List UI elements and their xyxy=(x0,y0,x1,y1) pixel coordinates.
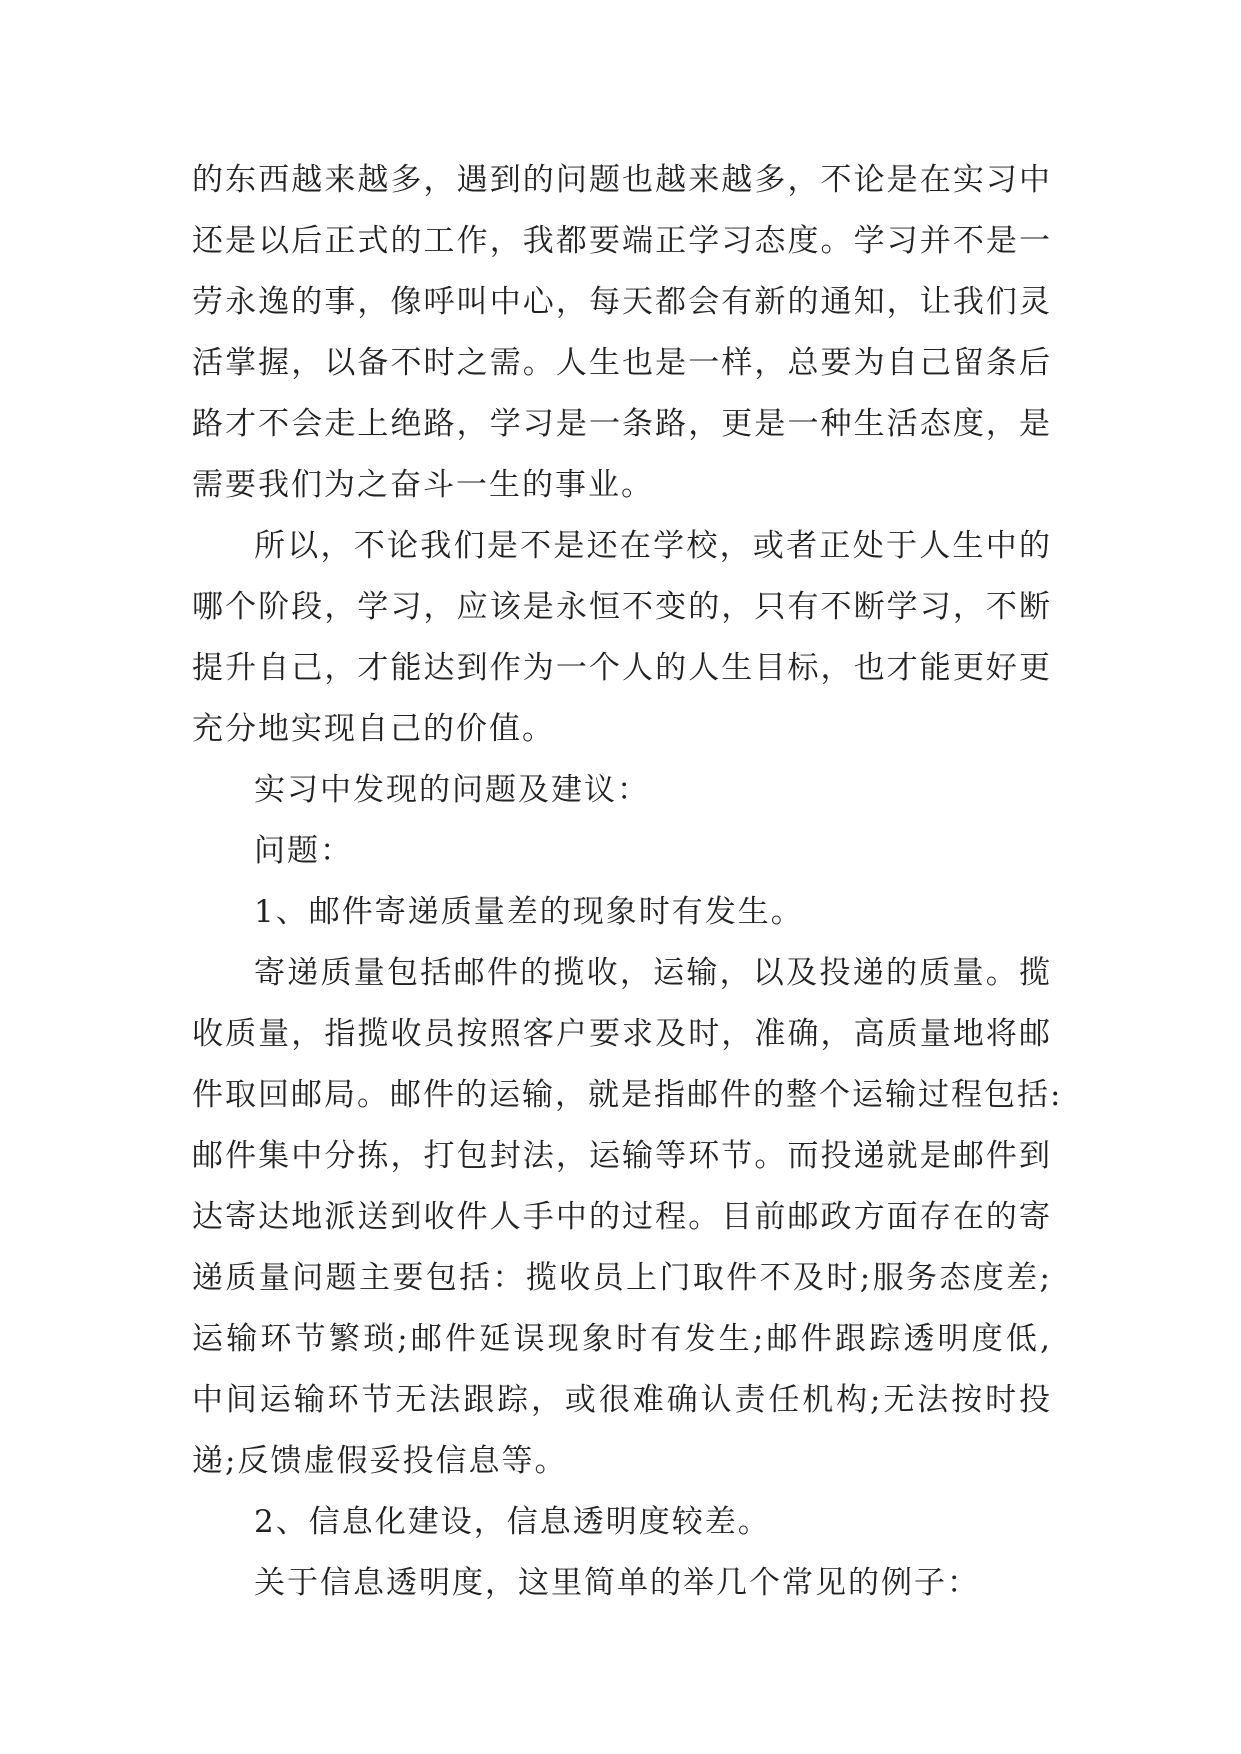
text-line: 递质量问题主要包括：揽收员上门取件不及时;服务态度差; xyxy=(192,1260,1052,1296)
text-line: 达寄达地派送到收件人手中的过程。目前邮政方面存在的寄 xyxy=(192,1199,1052,1235)
text-line: 劳永逸的事，像呼叫中心，每天都会有新的通知，让我们灵 xyxy=(192,284,1052,320)
text-line: 关于信息透明度，这里简单的举几个常见的例子： xyxy=(254,1565,980,1601)
section-heading: 实习中发现的问题及建议： xyxy=(254,772,650,808)
subheading: 问题： xyxy=(254,833,353,869)
text-line: 还是以后正式的工作，我都要端正学习态度。学习并不是一 xyxy=(192,223,1052,259)
text-line: 件取回邮局。邮件的运输，就是指邮件的整个运输过程包括: xyxy=(192,1077,1063,1113)
text-line: 邮件集中分拣，打包封法，运输等环节。而投递就是邮件到 xyxy=(192,1138,1052,1174)
text-line: 运输环节繁琐;邮件延误现象时有发生;邮件跟踪透明度低, xyxy=(192,1321,1052,1357)
text-line: 充分地实现自己的价值。 xyxy=(192,711,555,747)
text-line: 活掌握，以备不时之需。人生也是一样，总要为自己留条后 xyxy=(192,345,1052,381)
document-body xyxy=(192,150,1063,1614)
list-item-heading: 2、信息化建设，信息透明度较差。 xyxy=(254,1504,771,1540)
text-line: 寄递质量包括邮件的揽收，运输，以及投递的质量。揽 xyxy=(254,955,1052,991)
text-line: 的东西越来越多，遇到的问题也越来越多，不论是在实习中 xyxy=(192,162,1052,198)
text-line: 收质量，指揽收员按照客户要求及时，准确，高质量地将邮 xyxy=(192,1016,1052,1052)
text-line: 需要我们为之奋斗一生的事业。 xyxy=(192,467,654,503)
text-line: 哪个阶段，学习，应该是永恒不变的，只有不断学习，不断 xyxy=(192,589,1052,625)
text-line: 所以，不论我们是不是还在学校，或者正处于人生中的 xyxy=(254,528,1052,564)
list-item-heading: 1、邮件寄递质量差的现象时有发生。 xyxy=(254,894,804,930)
text-line: 递;反馈虚假妥投信息等。 xyxy=(192,1443,568,1479)
text-line: 中间运输环节无法跟踪，或很难确认责任机构;无法按时投 xyxy=(192,1382,1052,1418)
text-line: 提升自己，才能达到作为一个人的人生目标，也才能更好更 xyxy=(192,650,1052,686)
text-line: 路才不会走上绝路，学习是一条路，更是一种生活态度，是 xyxy=(192,406,1052,442)
